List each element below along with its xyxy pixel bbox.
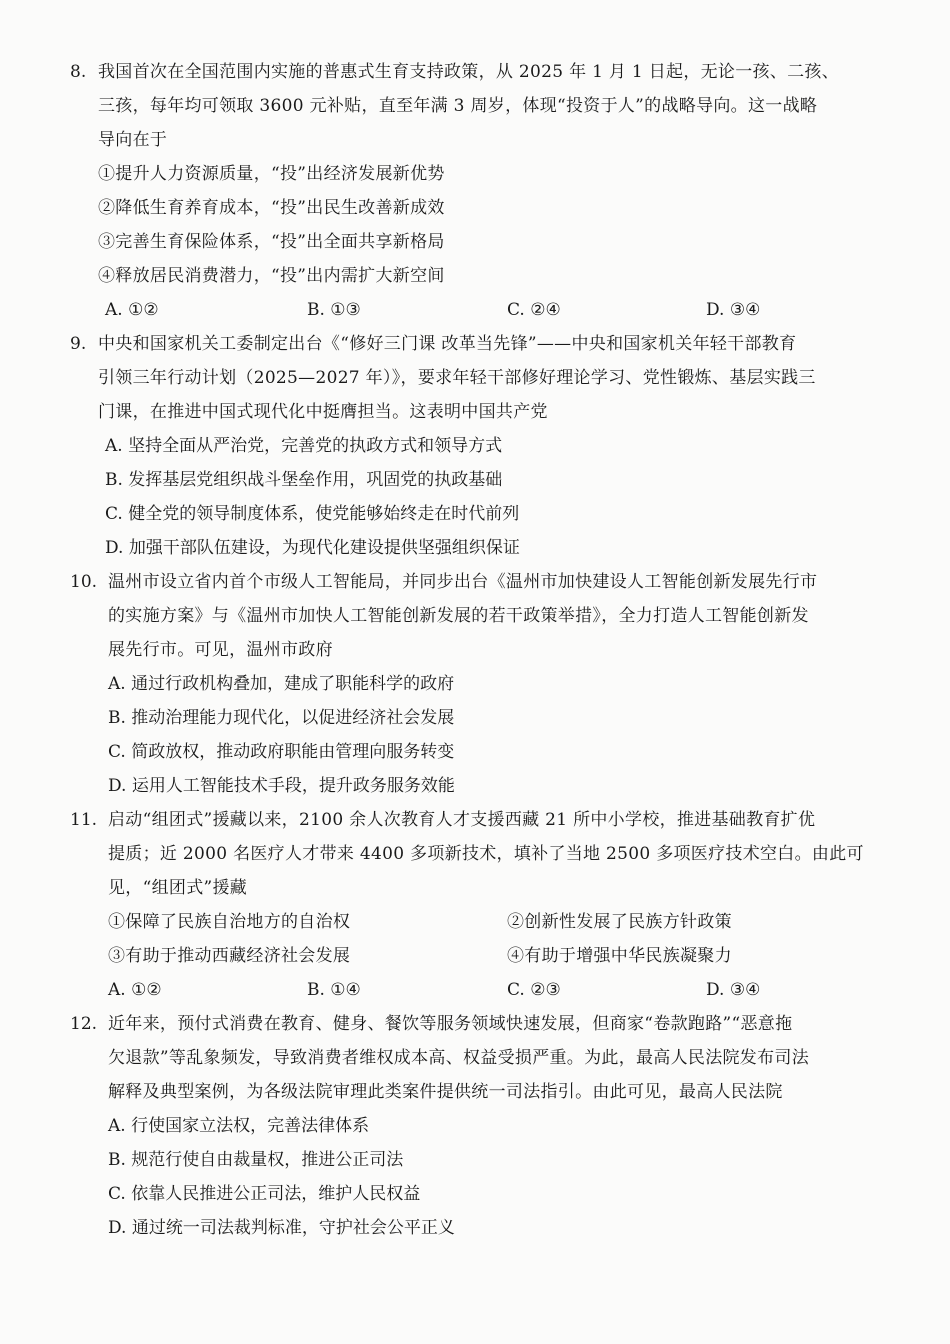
question-number: 11. — [70, 810, 98, 830]
choice-a: A. 行使国家立法权，完善法律体系 — [108, 1116, 370, 1136]
choice-d: D. ③④ — [706, 300, 761, 320]
choice-a: A. 通过行政机构叠加，建成了职能科学的政府 — [108, 674, 455, 694]
choice-b: B. 推动治理能力现代化，以促进经济社会发展 — [108, 708, 455, 728]
choice-c: C. ②③ — [507, 980, 561, 1000]
question-number: 9. — [70, 334, 87, 354]
statement-1: ①保障了民族自治地方的自治权 — [108, 912, 351, 932]
statement-3: ③有助于推动西藏经济社会发展 — [108, 946, 351, 966]
choice-d: D. 加强干部队伍建设，为现代化建设提供坚强组织保证 — [105, 538, 520, 558]
question-stem-line: 展先行市。可见，温州市政府 — [108, 640, 333, 660]
question-stem-line: 启动“组团式”援藏以来，2100 余人次教育人才支援西藏 21 所中小学校，推进基础教育扩优 — [108, 810, 816, 830]
statement-2: ②降低生育养育成本，“投”出民生改善新成效 — [98, 198, 445, 218]
statement-4: ④有助于增强中华民族凝聚力 — [507, 946, 732, 966]
question-stem-line: 提质；近 2000 名医疗人才带来 4400 多项新技术，填补了当地 2500 多项医疗技术空白。由此可 — [108, 844, 864, 864]
question-stem-line: 门课，在推进中国式现代化中挺膺担当。这表明中国共产党 — [98, 402, 548, 422]
question-stem-line: 见，“组团式”援藏 — [108, 878, 248, 898]
choice-d: D. 运用人工智能技术手段，提升政务服务效能 — [108, 776, 455, 796]
choice-c: C. 简政放权，推动政府职能由管理向服务转变 — [108, 742, 455, 762]
choice-b: B. 发挥基层党组织战斗堡垒作用，巩固党的执政基础 — [105, 470, 503, 490]
choice-b: B. 规范行使自由裁量权，推进公正司法 — [108, 1150, 404, 1170]
choice-a: A. 坚持全面从严治党，完善党的执政方式和领导方式 — [105, 436, 503, 456]
statement-4: ④释放居民消费潜力，“投”出内需扩大新空间 — [98, 266, 445, 286]
choice-b: B. ①④ — [307, 980, 361, 1000]
question-stem-line: 温州市设立省内首个市级人工智能局，并同步出台《温州市加快建设人工智能创新发展先行市 — [108, 572, 818, 592]
question-stem-line: 导向在于 — [98, 130, 168, 150]
statement-3: ③完善生育保险体系，“投”出全面共享新格局 — [98, 232, 445, 252]
choice-c: C. 依靠人民推进公正司法，维护人民权益 — [108, 1184, 421, 1204]
statement-1: ①提升人力资源质量，“投”出经济发展新优势 — [98, 164, 445, 184]
choice-d: D. 通过统一司法裁判标准，守护社会公平正义 — [108, 1218, 455, 1238]
question-number: 12. — [70, 1014, 98, 1034]
choice-c: C. 健全党的领导制度体系，使党能够始终走在时代前列 — [105, 504, 520, 524]
question-stem-line: 解释及典型案例，为各级法院审理此类案件提供统一司法指引。由此可见，最高人民法院 — [108, 1082, 783, 1102]
question-stem-line: 我国首次在全国范围内实施的普惠式生育支持政策，从 2025 年 1 月 1 日起，无论一孩、二孩、 — [98, 62, 840, 82]
question-number: 10. — [70, 572, 98, 592]
question-stem-line: 欠退款”等乱象频发，导致消费者维权成本高、权益受损严重。为此，最高人民法院发布司法 — [108, 1048, 809, 1068]
question-stem-line: 的实施方案》与《温州市加快人工智能创新发展的若干政策举措》，全力打造人工智能创新发 — [108, 606, 809, 626]
choice-a: A. ①② — [105, 300, 159, 320]
question-stem-line: 三孩，每年均可领取 3600 元补贴，直至年满 3 周岁，体现“投资于人”的战略导向。这一战略 — [98, 96, 818, 116]
choice-a: A. ①② — [108, 980, 162, 1000]
choice-d: D. ③④ — [706, 980, 761, 1000]
question-stem-line: 中央和国家机关工委制定出台《“修好三门课 改革当先锋”——中央和国家机关年轻干部教育 — [98, 334, 797, 354]
choice-b: B. ①③ — [307, 300, 361, 320]
question-stem-line: 近年来，预付式消费在教育、健身、餐饮等服务领域快速发展，但商家“卷款跑路”“恶意拖 — [108, 1014, 793, 1034]
statement-2: ②创新性发展了民族方针政策 — [507, 912, 732, 932]
question-number: 8. — [70, 62, 87, 82]
choice-c: C. ②④ — [507, 300, 561, 320]
question-stem-line: 引领三年行动计划（2025—2027 年）》，要求年轻干部修好理论学习、党性锻炼、基层实践三 — [98, 368, 816, 388]
